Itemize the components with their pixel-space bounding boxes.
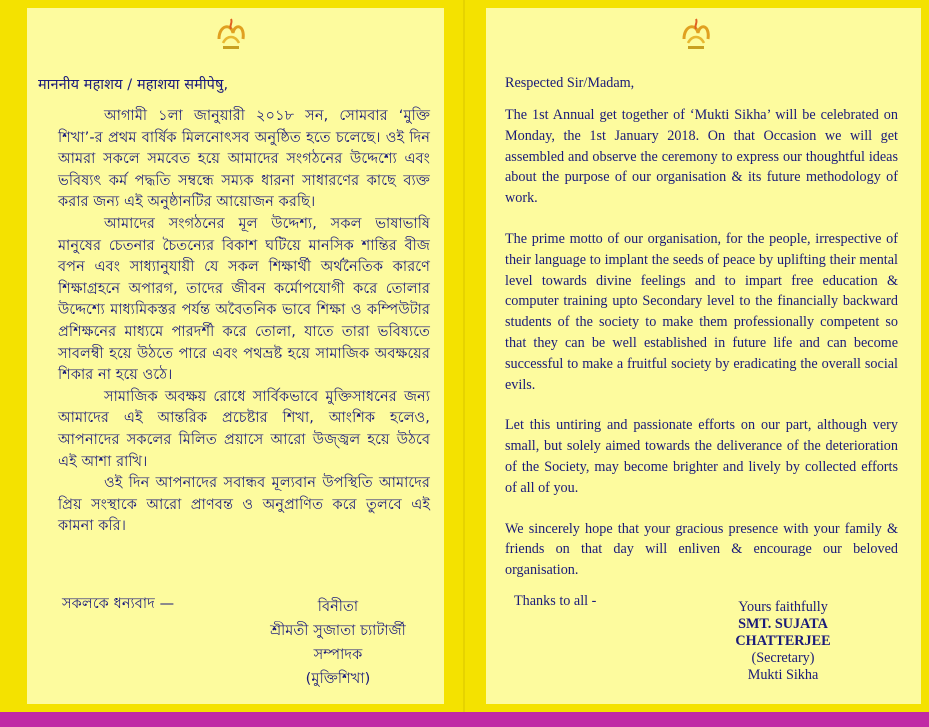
- left-signature: [268, 596, 408, 692]
- right-sign-name: SMT. SUJATA CHATTERJEE: [735, 616, 831, 649]
- mukti-sikha-logo-icon: [211, 15, 251, 55]
- left-sign-org: (মুক্তিশিখা): [305, 671, 371, 687]
- right-sign-closing: Yours faithfully: [738, 599, 828, 615]
- right-paragraph-2: The prime motto of our organisation, for the people, irrespective of their language to implant the seeds of peace by uplifting their mental level towards divine feelings and to impart free education & computer training upto Secondary level to the financially backward students of the society to make them professionally competent so that they can be well established in future life and can become successful to make a fruitful society by eradicating the overall social evils.: [505, 230, 898, 393]
- right-salutation: Respected Sir/Madam,: [505, 75, 635, 91]
- left-letter-body: [58, 106, 430, 538]
- bottom-band: [0, 712, 929, 727]
- left-sign-name: শ্রীমতী সুজাতা চ্যাটার্জী: [270, 623, 406, 639]
- left-paragraph-3: সামাজিক অবক্ষয় রোধে সার্বিকভাবে মুক্তিসাধনের জন্য আমাদের এই আন্তরিক প্রচেষ্টার শিখা, আংশিক হলেও, আপনাদের সকলের মিলিত প্রয়াসে আরো উজ্জ্বল হয়ে উঠবে এই আশা রাখি।: [58, 388, 430, 470]
- left-paragraph-4: ওই দিন আপনাদের সবান্ধব মূল্যবান উপস্থিতি আমাদের প্রিয় সংস্থাকে আরো প্রাণবন্ত ও অনুপ্রাণিত করে তুলবে এই কামনা করি।: [58, 475, 430, 535]
- right-sign-title: (Secretary): [751, 650, 815, 666]
- left-sign-closing: বিনীতা: [317, 599, 359, 615]
- right-paragraph-4: We sincerely hope that your gracious presence with your family & friends on that day will enliven & encourage our beloved organisation.: [505, 520, 898, 579]
- right-signature: [698, 599, 868, 684]
- right-sign-org: Mukti Sikha: [747, 667, 819, 683]
- left-sign-title: সম্পাদক: [313, 647, 363, 663]
- left-paragraph-2: আমাদের সংগঠনের মূল উদ্দেশ্য, সকল ভাষাভাষি মানুষের চেতনার চৈতন্যের বিকাশ ঘটিয়ে মানসিক শান্তির বীজ বপন এবং সাধ্যানুযায়ী যে সকল শিক্ষার্থী অর্থনৈতিক কারণে শিক্ষাগ্রহনে অপারগ, তাদের জীবন কর্মোপযোগী করে তোলার উদ্দেশ্যে মাধ্যমিকস্তর পর্যন্ত অবৈতনিক ভাবে শিক্ষা ও কম্পিউটার প্রশিক্ষনের মাধ্যমে পারদর্শী করে তোলা, যাতে তারা ভবিষ্যতে সাবলম্বী হয়ে উঠতে পারে এবং পথভ্রষ্ট হয়ে সামাজিক অবক্ষয়ের শিকার না হয়ে ওঠে।: [58, 215, 430, 384]
- right-paragraph-3: Let this untiring and passionate efforts on our part, although very small, but solely aimed towards the deliverance of the deterioration of the Society, may become brighter and lively by collected efforts of all of you.: [505, 417, 898, 496]
- card-fold: [463, 0, 465, 712]
- left-thanks: সকলকে ধন্যবাদ —: [62, 596, 175, 612]
- left-salutation: माननीय महाशय / महाशया समीपेषु,: [38, 77, 229, 93]
- right-paragraph-1: The 1st Annual get together of ‘Mukti Sikha’ will be celebrated on Monday, the 1st January 2018. On that Occasion we will get assembled and observe the ceremony to express our thoughtful ideas about the purpose of our organisation & its future methodology of work.: [505, 107, 898, 207]
- mukti-sikha-logo-icon: [676, 15, 716, 55]
- right-letter-body: [505, 105, 898, 581]
- left-paragraph-1: আগামী ১লা জানুয়ারী ২০১৮ সন, সোমবার ‘মুক্তি শিখা’-র প্রথম বার্ষিক মিলনোৎসব অনুষ্ঠিত হতে চলেছে। ওই দিন আমরা সকলে সমবেত হয়ে আমাদের সংগঠনের উদ্দেশ্যে এবং ভবিষ্যৎ কর্ম পদ্ধতি সম্বন্ধে সম্যক ধারনা সাধারণের কাছে ব্যক্ত করার জন্য এই অনুষ্ঠানটির আয়োজন করছি।: [58, 108, 430, 211]
- right-thanks: Thanks to all -: [514, 593, 597, 609]
